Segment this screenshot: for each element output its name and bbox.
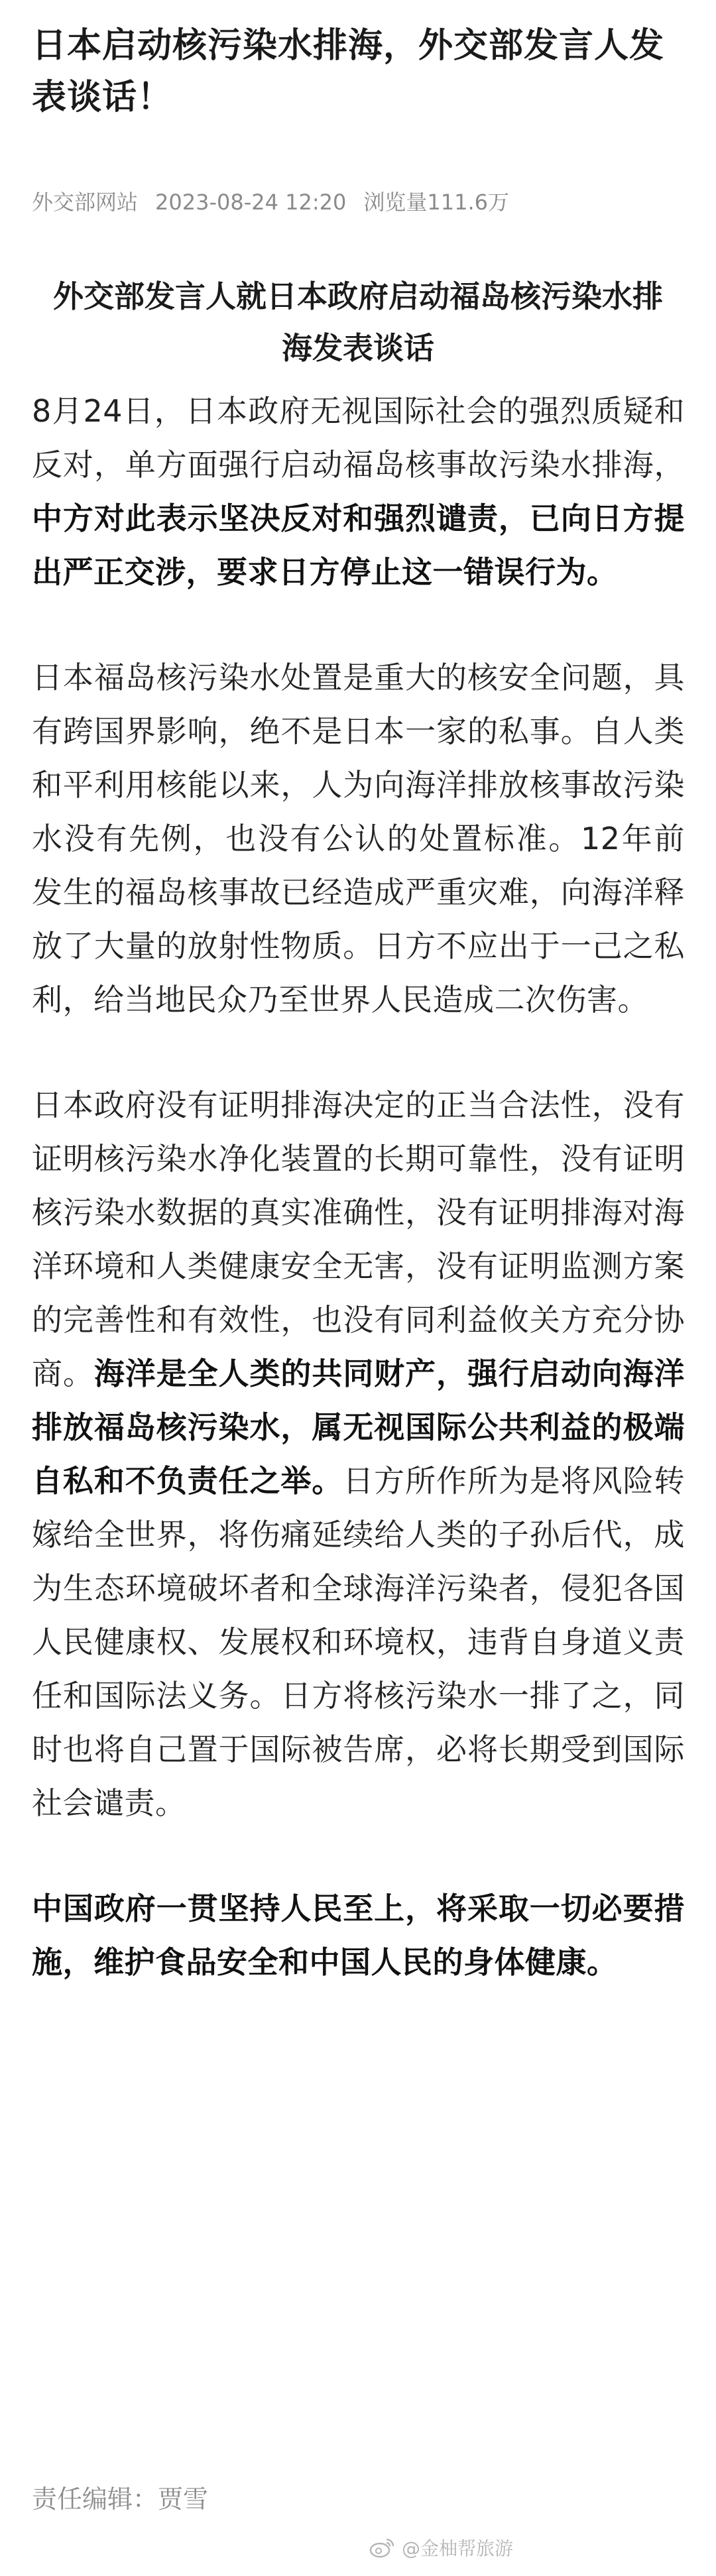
watermark-text: @金柚帮旅游 bbox=[402, 2538, 514, 2559]
source-label: 外交部网站 bbox=[32, 190, 139, 215]
views-label: 浏览量 bbox=[363, 190, 428, 215]
article-paragraph bbox=[32, 384, 685, 599]
paragraph-text: 日本政府没有证明排海决定的正当合法性，没有证明核污染水净化装置的长期可靠性，没有证明核污染水数据的真实准确性，没有证明排海对海洋环境和人类健康安全无害，没有证明监测方案的完善性和有效性，也没有同利益攸关方充分协商。 bbox=[32, 1087, 685, 1391]
paragraph-text: 日本福岛核污染水处置是重大的核安全问题，具有跨国界影响，绝不是日本一家的私事。自人类和平利用核能以来，人为向海洋排放核事故污染水没有先例，也没有公认的处置标准。12年前发生的福岛核事故已经造成严重灾难，向海洋释放了大量的放射性物质。日方不应出于一己之私利，给当地民众乃至世界人民造成二次伤害。 bbox=[32, 660, 685, 1018]
views-count: 111.6万 bbox=[427, 190, 510, 215]
paragraph-text: 8月24日，日本政府无视国际社会的强烈质疑和反对，单方面强行启动福岛核事故污染水排海， bbox=[32, 393, 685, 483]
article-meta bbox=[32, 188, 526, 217]
article-subheading: 外交部发言人就日本政府启动福岛核污染水排海发表谈话 bbox=[53, 278, 663, 366]
article-title: 日本启动核污染水排海，外交部发言人发表谈话！ bbox=[32, 26, 665, 117]
article-paragraph bbox=[32, 1882, 685, 1989]
paragraph-bold-text: 中方对此表示坚决反对和强烈谴责，已向日方提出严正交涉，要求日方停止这一错误行为。 bbox=[32, 500, 685, 590]
paragraph-bold-text: 海洋是全人类的共同财产，强行启动向海洋排放福岛核污染水，属无视国际公共利益的极端自私和不负责任之举。 bbox=[32, 1356, 686, 1499]
article-paragraph bbox=[32, 651, 685, 1027]
weibo-watermark bbox=[369, 2531, 513, 2564]
paragraph-bold-text: 中国政府一贯坚持人民至上，将采取一切必要措施，维护食品安全和中国人民的身体健康。 bbox=[32, 1891, 685, 1980]
publish-datetime: 2023-08-24 12:20 bbox=[155, 190, 347, 215]
article-paragraph bbox=[32, 1079, 685, 1830]
article-body bbox=[32, 384, 685, 2003]
weibo-logo-icon bbox=[369, 2537, 395, 2558]
paragraph-text: 日方所作所为是将风险转嫁给全世界，将伤痛延续给人类的子孙后代，成为生态环境破坏者和全球海洋污染者，侵犯各国人民健康权、发展权和环境权，违背自身道义责任和国际法义务。日方将核污染水一排了之，同时也将自己置于国际被告席，必将长期受到国际社会谴责。 bbox=[32, 1463, 686, 1821]
responsible-editor: 责任编辑：贾雪 bbox=[32, 2485, 209, 2514]
